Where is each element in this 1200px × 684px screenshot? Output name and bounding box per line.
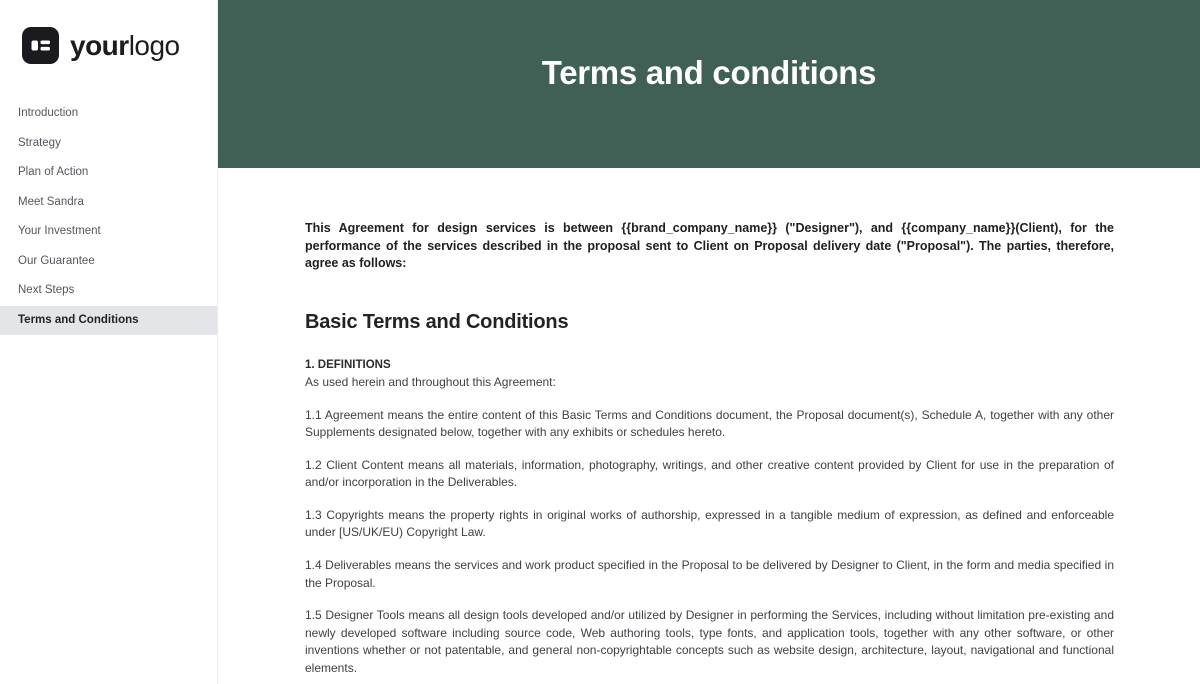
sidebar-nav (0, 99, 217, 335)
logo-text-bold: your (70, 29, 129, 61)
clause-paragraph: 1.3 Copyrights means the property rights in original works of authorship, expressed in a tangible medium of expression, as defined and enforceable under [US/UK/EU) Copyright Law. (305, 507, 1114, 540)
sidebar-item-plan-of-action[interactable]: Plan of Action (18, 166, 89, 178)
clause-paragraph: 1.4 Deliverables means the services and work product specified in the Proposal to be delivered by Designer to Client, in the form and media specified in the Proposal. (305, 558, 1114, 590)
sidebar-item-your-investment[interactable]: Your Investment (18, 225, 101, 237)
clause-paragraph: 1.5 Designer Tools means all design tools developed and/or utilized by Designer in performing the Services, including without limitation pre-existing and newly developed software including source code, Web authoring tools, type fonts, and application tools, together with any other software, or other inventions whether or not patentable, and general non-copyrightable concepts such as website design, architecture, layout, navigational and functional elements. (305, 608, 1114, 676)
sidebar-item-meet-sandra[interactable]: Meet Sandra (18, 195, 84, 208)
sidebar-item-introduction[interactable]: Introduction (18, 107, 79, 119)
page-header-banner (218, 0, 1200, 168)
definitions-intro: As used herein and throughout this Agreement: (305, 375, 556, 389)
sidebar-item-terms-and-conditions[interactable]: Terms and Conditions (0, 306, 217, 336)
clause-paragraph: 1.2 Client Content means all materials, information, photography, writings, and other creative content provided by Client for use in the preparation of and/or incorporation in the Deliverables. (305, 457, 1114, 490)
page-title: Terms and conditions (541, 54, 877, 91)
document-content (218, 168, 1200, 684)
sidebar-item-our-guarantee[interactable]: Our Guarantee (18, 254, 95, 267)
sidebar-item-strategy[interactable]: Strategy (18, 136, 61, 149)
logo-text-light: logo (128, 29, 180, 61)
sidebar-item-next-steps[interactable]: Next Steps (18, 284, 75, 296)
logo-icon (22, 27, 59, 64)
clauses-list (305, 407, 1114, 678)
agreement-intro-paragraph: This Agreement for design services is between {{brand_company_name}} ("Designer"), and {{company_name}}(Client), for the performance of the services described in the proposal sent to Client on Proposal delivery date ("Proposal"). The parties, therefore, agree as follows: (305, 221, 1114, 270)
definitions-heading: 1. DEFINITIONS (305, 358, 391, 371)
sidebar (0, 0, 218, 684)
clause-paragraph: 1.1 Agreement means the entire content of this Basic Terms and Conditions document, the Proposal document(s), Schedule A, together with any other Supplements designated below, together with any exhibits or schedules hereto. (305, 407, 1114, 440)
logo-text (70, 29, 180, 61)
section-heading: Basic Terms and Conditions (305, 310, 569, 333)
logo (0, 0, 217, 64)
